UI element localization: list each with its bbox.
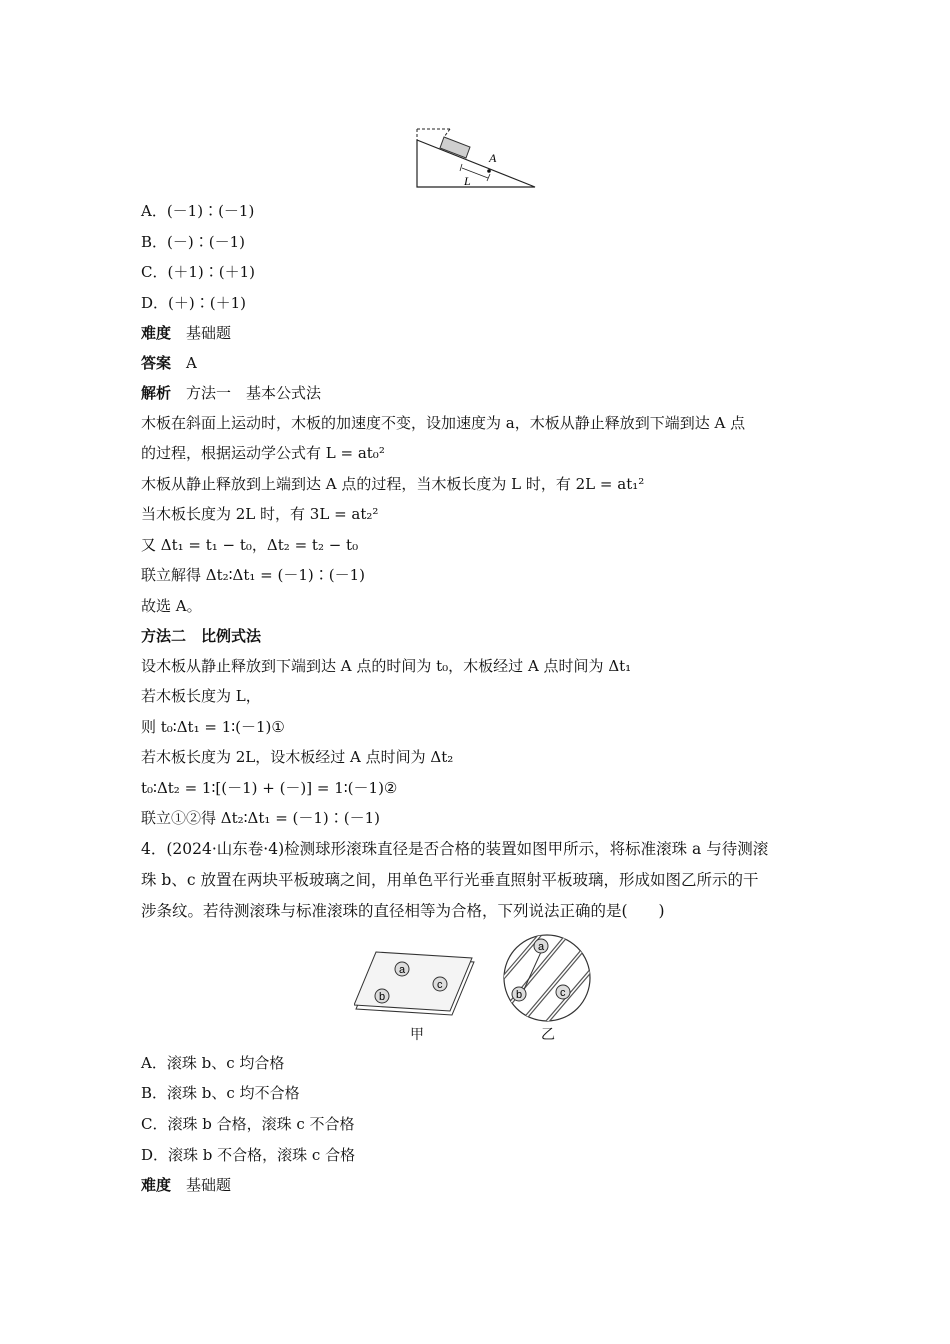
fig-yi-caption: 乙	[541, 1027, 555, 1043]
answer-label: 答案	[141, 354, 172, 372]
analysis-line: 当木板长度为 2L 时，有 3L = at₂²	[141, 505, 379, 523]
analysis-line: 的过程，根据运动学公式有 L = at₀²	[141, 444, 385, 462]
svg-text:c: c	[437, 979, 443, 991]
q4-option-d: D．滚珠 b 不合格，滚珠 c 合格	[141, 1146, 356, 1164]
q4-difficulty	[141, 1175, 231, 1195]
answer-value: A	[186, 354, 197, 372]
difficulty-value: 基础题	[186, 1176, 232, 1194]
svg-text:a: a	[399, 964, 406, 976]
q3-answer	[141, 353, 197, 373]
label-A: A	[489, 151, 497, 165]
svg-text:a: a	[538, 941, 545, 953]
q4-stem-line: 珠 b、c 放置在两块平板玻璃之间，用单色平行光垂直照射平板玻璃，形成如图乙所示的干	[141, 871, 759, 889]
analysis-label: 解析	[141, 384, 172, 402]
q3-option-a: A．(－1)∶(－1)	[141, 202, 255, 220]
method2-title: 方法二 比例式法	[141, 627, 262, 645]
analysis-line: 联立解得 Δt₂∶Δt₁ = (－1)∶(－1)	[141, 566, 366, 584]
ball-a-ring	[534, 939, 548, 953]
method2-line: 若木板长度为 L，	[141, 687, 261, 705]
q4-stem-line: 涉条纹。若待测滚珠与标准滚珠的直径相等为合格，下列说法正确的是( )	[141, 902, 665, 920]
q4-option-a: A．滚珠 b、c 均合格	[141, 1054, 285, 1072]
ball-c-ring	[556, 985, 570, 999]
q3-option-d: D．(＋)∶(＋1)	[141, 294, 246, 312]
svg-text:b: b	[516, 989, 523, 1001]
fig-jia-caption: 甲	[410, 1027, 424, 1043]
ball-a	[395, 962, 409, 976]
ball-b	[375, 989, 389, 1003]
incline-figure	[410, 124, 540, 190]
method2-line: 则 t₀∶Δt₁ = 1∶(－1)①	[141, 718, 285, 736]
difficulty-label: 难度	[141, 1176, 172, 1194]
ball-c	[433, 977, 447, 991]
interference-figure	[501, 932, 593, 1024]
label-L: L	[464, 174, 471, 188]
method1-title: 方法一 基本公式法	[186, 384, 322, 402]
q3-option-c: C．(＋1)∶(＋1)	[141, 263, 255, 281]
method2-line: 联立①②得 Δt₂∶Δt₁ = (－1)∶(－1)	[141, 809, 381, 827]
difficulty-label: 难度	[141, 324, 172, 342]
method2-line: 若木板长度为 2L，设木板经过 A 点时间为 Δt₂	[141, 748, 454, 766]
q3-option-b: B．(－)∶(－1)	[141, 233, 245, 251]
q3-difficulty	[141, 323, 231, 343]
analysis-line: 木板从静止释放到上端到达 A 点的过程，当木板长度为 L 时，有 2L = at₁²	[141, 475, 645, 493]
q3-analysis-head	[141, 383, 321, 403]
glass-plates-figure	[354, 948, 478, 1022]
difficulty-value: 基础题	[186, 324, 232, 342]
q4-stem-line: 4．(2024·山东卷·4)检测球形滚珠直径是否合格的装置如图甲所示，将标准滚珠 a 与待测滚	[141, 840, 769, 858]
method2-line: 设木板从静止释放到下端到达 A 点的时间为 t₀，木板经过 A 点时间为 Δt₁	[141, 657, 632, 675]
ball-b-ring	[512, 987, 526, 1001]
q4-option-c: C．滚珠 b 合格，滚珠 c 不合格	[141, 1115, 355, 1133]
analysis-line: 木板在斜面上运动时，木板的加速度不变，设加速度为 a，木板从静止释放到下端到达 A 点	[141, 414, 746, 432]
svg-text:b: b	[379, 991, 386, 1003]
analysis-line: 故选 A。	[141, 597, 202, 615]
svg-text:c: c	[560, 987, 566, 999]
method2-line: t₀∶Δt₂ = 1∶[(－1) + (－)] = 1∶(－1)②	[141, 779, 398, 797]
q4-option-b: B．滚珠 b、c 均不合格	[141, 1084, 300, 1102]
analysis-line: 又 Δt₁ = t₁ − t₀，Δt₂ = t₂ − t₀	[141, 536, 359, 554]
